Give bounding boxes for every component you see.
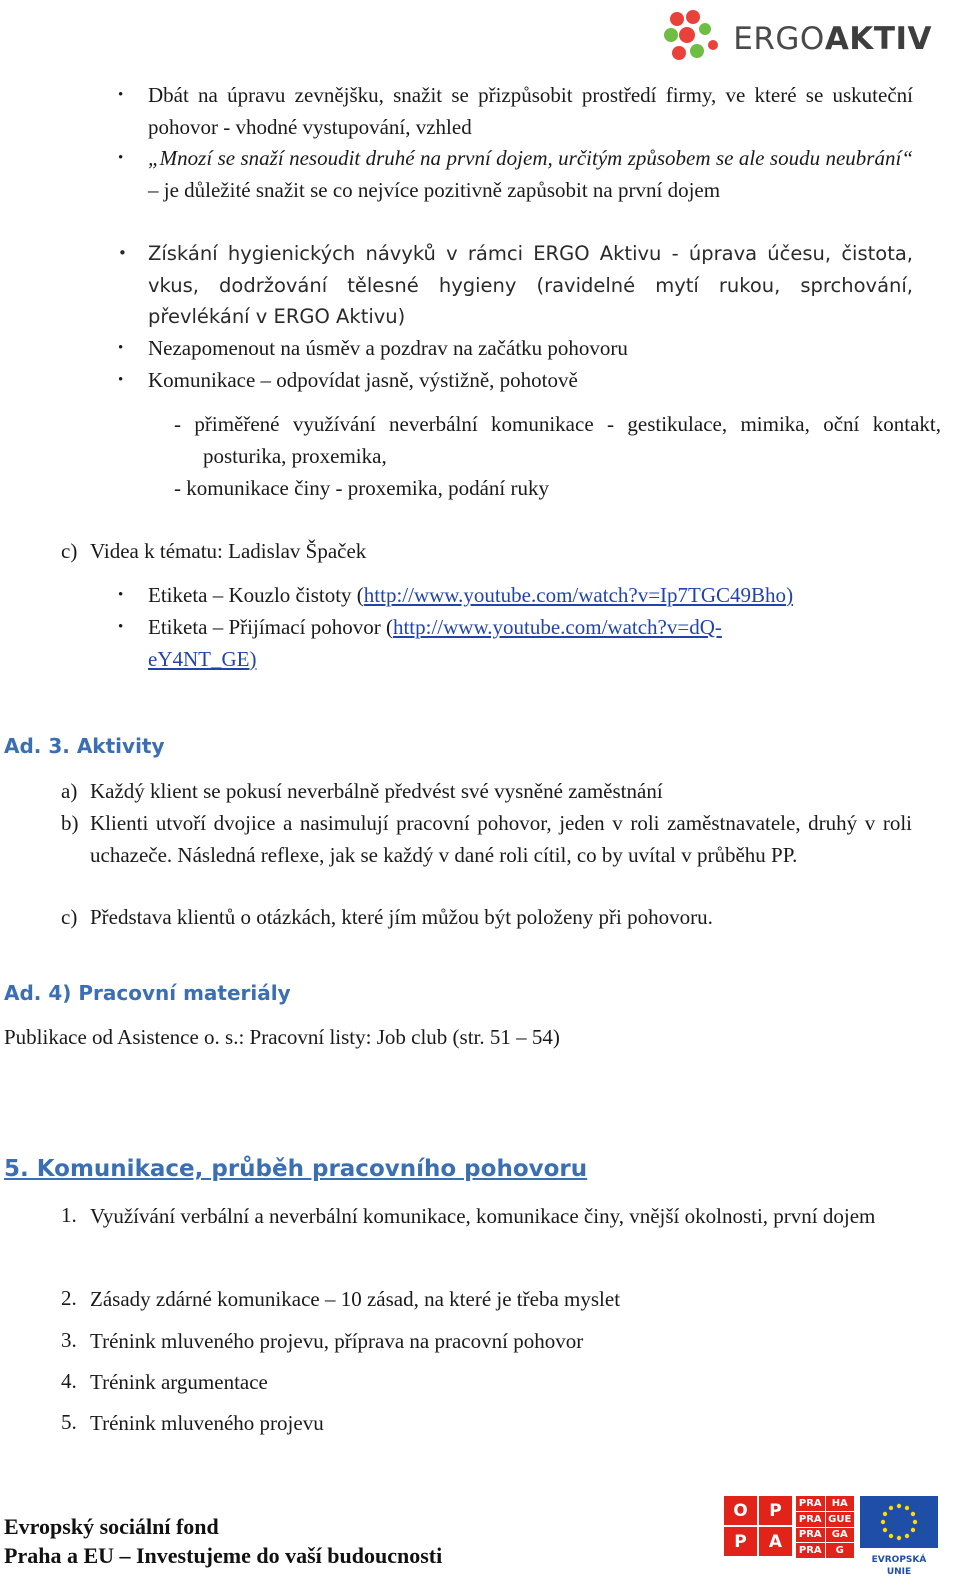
- section-heading: Ad. 4) Pracovní materiály: [4, 981, 291, 1005]
- quote-text: „Mnozí se snaží nesoudit druhé na první dojem, určitým způsobem se ale soudu neubrání“: [148, 146, 913, 170]
- section-heading: 5. Komunikace, průběh pracovního pohovoru: [4, 1156, 588, 1182]
- section-heading: Ad. 3. Aktivity: [4, 734, 165, 758]
- list-item: Zásady zdárné komunikace – 10 zásad, na které je třeba myslet: [90, 1287, 621, 1311]
- list-label: c): [61, 905, 78, 929]
- footer-line: Evropský sociální fond: [4, 1514, 219, 1539]
- video-item: • Etiketa – Kouzlo čistoty (http://www.youtube.com/watch?v=Ip7TGC49Bho): [148, 580, 913, 612]
- bullet-item: • Dbát na úpravu zevnějšku, snažit se přizpůsobit prostředí firmy, ve které se uskuteční pohovor - vhodné vystupování, vzhled: [148, 80, 913, 143]
- list-number: 3.: [61, 1328, 77, 1352]
- list-item: Trénink argumentace: [90, 1370, 268, 1394]
- logo-wordmark: ERGOAKTIV: [733, 21, 932, 57]
- list-item: Využívání verbální a neverbální komunikace, komunikace činy, vnější okolnosti, první dojem: [90, 1204, 876, 1228]
- footer-line: Praha a EU – Investujeme do vaší budoucnosti: [4, 1543, 443, 1568]
- bullet-item: • Komunikace – odpovídat jasně, výstižně, pohotově: [148, 365, 913, 397]
- video-link[interactable]: http://www.youtube.com/watch?v=Ip7TGC49Bho: [363, 583, 787, 607]
- praha-logo: PRA HA PRA GUE PRA GA PRA G: [796, 1496, 854, 1558]
- eu-flag-icon: [860, 1496, 938, 1548]
- ergoaktiv-logo: [661, 8, 932, 70]
- list-label: a): [61, 779, 78, 803]
- list-item: Trénink mluveného projevu: [90, 1411, 324, 1435]
- video-item: • Etiketa – Přijímací pohovor (http://www.youtube.com/watch?v=dQ-eY4NT_GE): [148, 612, 828, 675]
- eu-label: EVROPSKÁ UNIE: [871, 1555, 927, 1577]
- list-number: 5.: [61, 1410, 77, 1434]
- eu-logo: [860, 1496, 938, 1577]
- list-item: Trénink mluveného projevu, příprava na pracovní pohovor: [90, 1329, 584, 1353]
- sub-item: - komunikace činy - proxemika, podání ruky: [174, 476, 549, 500]
- list-label: b): [61, 811, 79, 835]
- sub-item: - přiměřené využívání neverbální komunikace - gestikulace, mimika, oční kontakt, posturika, proxemika,: [174, 412, 941, 468]
- list-number: 1.: [61, 1203, 77, 1227]
- bullet-item: • „Mnozí se snaží nesoudit druhé na první dojem, určitým způsobem se ale soudu neubrání“ – je důležité snažit se co nejvíce pozitivně zapůsobit na první dojem: [148, 143, 913, 206]
- list-item: Každý klient se pokusí neverbálně předvést své vysněné zaměstnání: [90, 779, 663, 803]
- list-item: Klienti utvoří dvojice a nasimulují pracovní pohovor, jeden v roli zaměstnavatele, druhý v roli uchazeče. Následná reflexe, jak se každý v dané roli cítil, co by uvítal v průběhu PP.: [90, 811, 912, 867]
- video-link[interactable]: http://www.youtube.com/watch?v=dQ-eY4NT_GE: [148, 615, 722, 671]
- logo-dots-icon: [661, 7, 725, 71]
- bullet-item: • Získání hygienických návyků v rámci ERGO Aktivu - úprava účesu, čistota, vkus, dodržování tělesné hygieny (ravidelné mytí rukou, sprchování, převlékání v ERGO Aktivu): [148, 238, 913, 333]
- list-number: 4.: [61, 1369, 77, 1393]
- list-item: Představa klientů o otázkách, které jím můžou být položeny při pohovoru.: [90, 905, 713, 929]
- paragraph: Publikace od Asistence o. s.: Pracovní listy: Job club (str. 51 – 54): [4, 1025, 560, 1049]
- list-label: c): [61, 539, 78, 563]
- videos-title: Videa k tématu: Ladislav Špaček: [90, 539, 367, 563]
- bullet-item: • Nezapomenout na úsměv a pozdrav na začátku pohovoru: [148, 333, 913, 365]
- opp-logo: O P P A: [724, 1496, 792, 1556]
- list-number: 2.: [61, 1286, 77, 1310]
